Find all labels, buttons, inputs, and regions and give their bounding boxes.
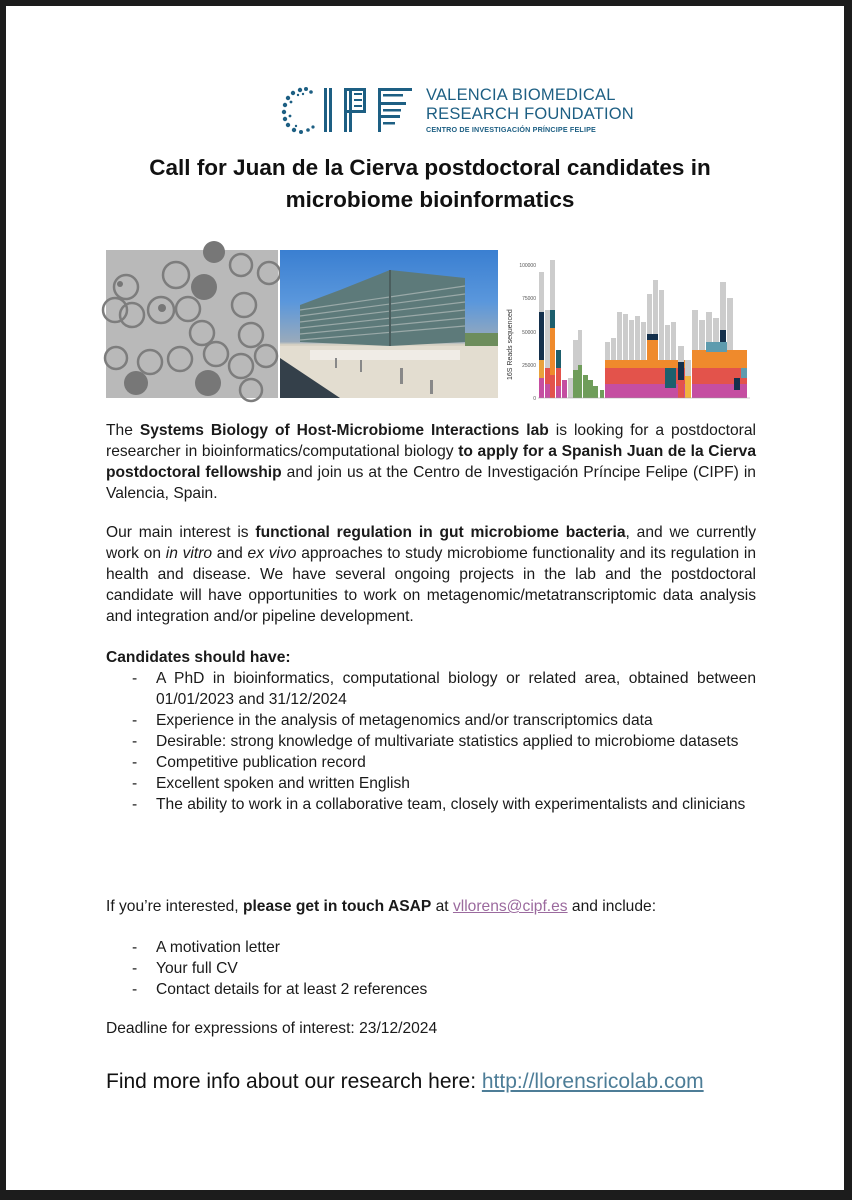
interest-text-4: approaches to study microbiome functionality and its regulation in health and disease. We have several ongoing projects in the lab and the postdoctoral candidate will have opportunities to work on metagenomic/metatranscriptomic data analysis and integration and/or pipeline development. <box>106 545 756 625</box>
intro-text-2: is looking for a postdoctoral researcher in bioinformatics/computational biology <box>106 422 756 460</box>
interest-text-2: , and we currently work on <box>106 524 757 562</box>
email-link[interactable]: vllorens@cipf.es <box>452 898 568 915</box>
requirement-text: A PhD in bioinformatics, computational biology or related area, obtained between 01/01/2023 and 31/12/2024 <box>156 670 756 708</box>
list-item <box>106 668 756 710</box>
list-item <box>106 937 756 958</box>
application-materials-list <box>106 937 756 1000</box>
fellowship-text: to apply for a Spanish Juan de la Cierva postdoctoral fellowship <box>106 443 756 481</box>
requirement-text: Excellent spoken and written English <box>156 775 410 792</box>
title-line-2: microbiome bioinformatics <box>285 187 575 212</box>
interest-highlight: functional regulation in gut microbiome bacteria <box>255 524 626 541</box>
svg-text:25000: 25000 <box>522 363 536 369</box>
svg-text:75000: 75000 <box>522 296 536 302</box>
interest-paragraph <box>106 522 756 627</box>
logo-text <box>426 86 634 136</box>
website-link[interactable]: http://llorensricolab.com <box>481 1070 704 1093</box>
contact-line <box>106 896 656 917</box>
requirement-text: Experience in the analysis of metagenomics and/or transcriptomics data <box>156 712 653 729</box>
logo-line-3: CENTRO DE INVESTIGACIÓN PRÍNCIPE FELIPE <box>426 125 596 134</box>
more-info-line <box>106 1068 704 1096</box>
dash-bullet: - <box>132 960 138 977</box>
logo-letter-p <box>344 88 366 132</box>
intro-text-3: and join us at the Centro de Investigación Príncipe Felipe (CIPF) in Valencia, Spain. <box>106 464 756 502</box>
requirements-list <box>106 668 756 815</box>
list-item <box>106 794 756 815</box>
requirement-text: Desirable: strong knowledge of multivariate statistics applied to microbiome datasets <box>156 733 739 750</box>
contact-text-2: at <box>431 898 453 915</box>
dash-bullet: - <box>132 754 138 771</box>
cipf-logo <box>278 82 634 138</box>
dash-bullet: - <box>132 775 138 792</box>
svg-text:16S Reads sequenced: 16S Reads sequenced <box>507 309 514 380</box>
intro-paragraph <box>106 420 756 504</box>
ex-vivo-term: ex vivo <box>247 545 297 562</box>
interest-text-1: Our main interest is <box>106 524 256 541</box>
material-text: Your full CV <box>156 960 238 977</box>
building-photo-icon <box>280 250 498 398</box>
list-item <box>106 979 756 1000</box>
document-page <box>6 6 844 1190</box>
list-item <box>106 731 756 752</box>
material-text: Contact details for at least 2 references <box>156 981 428 998</box>
lab-name: Systems Biology of Host-Microbiome Interactions lab <box>139 422 549 439</box>
dash-bullet: - <box>132 939 138 956</box>
dash-bullet: - <box>132 670 138 687</box>
svg-text:50000: 50000 <box>522 330 536 336</box>
microscopy-droplets-icon <box>106 250 278 398</box>
contact-text-1: If you’re interested, <box>106 898 243 915</box>
more-info-text: Find more info about our research here: <box>106 1070 482 1093</box>
microscopy-image <box>106 250 278 398</box>
logo-line-2: RESEARCH FOUNDATION <box>426 105 634 123</box>
building-image <box>280 250 498 398</box>
requirement-text: The ability to work in a collaborative team, closely with experimentalists and clinicians <box>156 796 746 813</box>
dash-bullet: - <box>132 733 138 750</box>
list-item <box>106 773 756 794</box>
reads-bar-chart-image <box>500 250 756 402</box>
logo-line-1: VALENCIA BIOMEDICAL <box>426 86 616 104</box>
logo-letter-f <box>378 88 412 132</box>
dash-bullet: - <box>132 712 138 729</box>
list-item <box>106 710 756 731</box>
requirement-text: Competitive publication record <box>156 754 366 771</box>
dash-bullet: - <box>132 981 138 998</box>
page-title <box>100 152 760 216</box>
logo-letter-c <box>282 87 315 134</box>
interest-text-3: and <box>212 545 248 562</box>
in-vitro-term: in vitro <box>165 545 213 562</box>
logo-letter-i <box>324 88 332 132</box>
svg-text:100000: 100000 <box>519 263 536 269</box>
cipf-logo-mark-icon <box>278 82 418 138</box>
list-item <box>106 958 756 979</box>
deadline-text: Deadline for expressions of interest: 23/12/2024 <box>106 1020 438 1037</box>
stacked-bar-chart-icon <box>500 250 756 402</box>
material-text: A motivation letter <box>156 939 280 956</box>
contact-text-3: and include: <box>567 898 657 915</box>
list-item <box>106 752 756 773</box>
intro-text-1: The <box>106 422 140 439</box>
candidates-heading: Candidates should have: <box>106 649 291 666</box>
dash-bullet: - <box>132 796 138 813</box>
svg-text:0: 0 <box>533 396 536 402</box>
image-strip <box>106 250 756 402</box>
contact-highlight: please get in touch ASAP <box>242 898 432 915</box>
title-line-1: Call for Juan de la Cierva postdoctoral candidates in <box>149 155 711 180</box>
